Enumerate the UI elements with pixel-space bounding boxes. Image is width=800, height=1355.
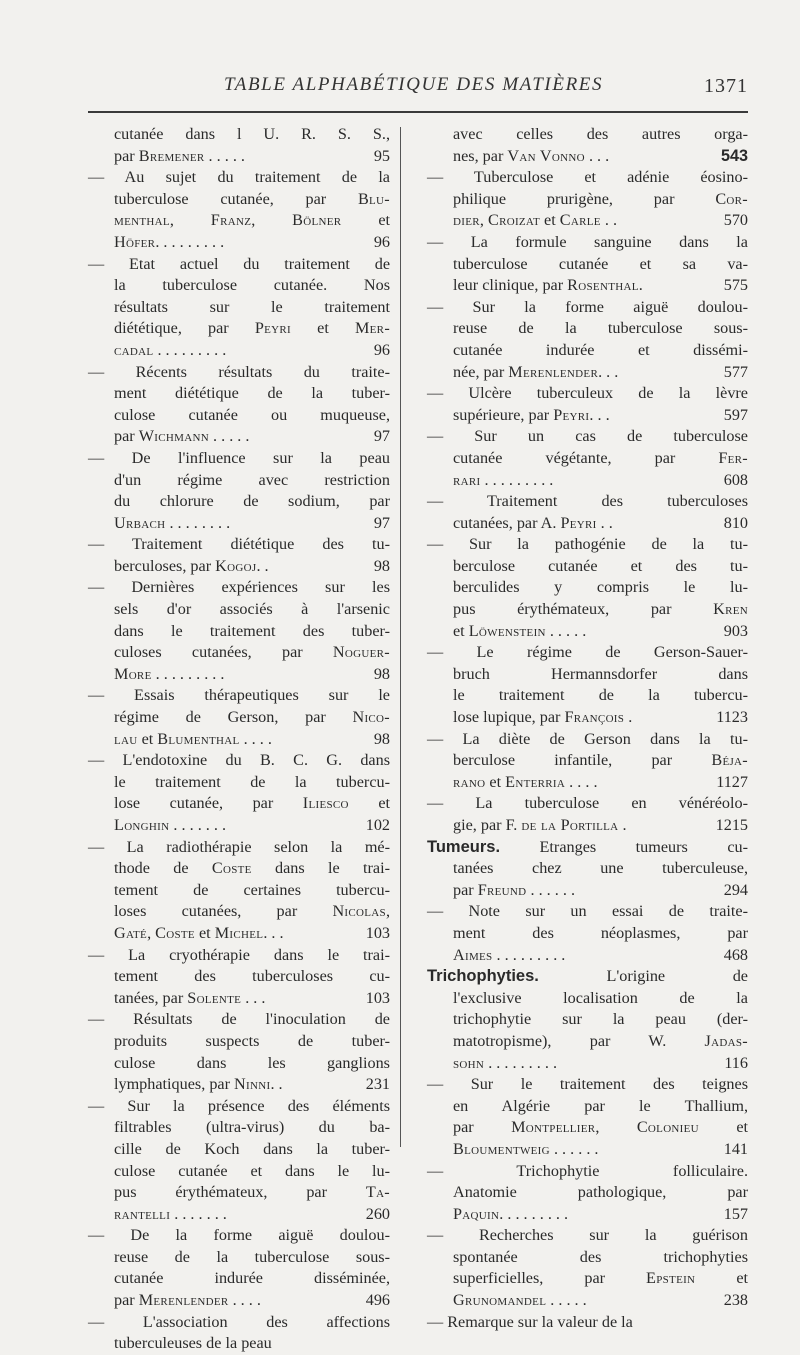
author-name: Bremener <box>138 146 205 165</box>
author-name: Peyri <box>560 513 597 532</box>
author-name: Gaté <box>114 923 148 942</box>
page-reference: 570 <box>723 211 748 230</box>
author-name: Kogoj <box>215 556 257 575</box>
entry-line: Paquin. . . . . . . . . <box>453 1204 569 1223</box>
entry-line: Longhin . . . . . . . <box>114 816 227 834</box>
index-entry <box>88 750 390 836</box>
entry-line: — Sur la forme aiguë doulou- <box>427 297 748 316</box>
author-name: cadal <box>114 340 154 359</box>
entry-line: supérieure, par Peyri. . . <box>453 405 610 424</box>
index-entry <box>427 1312 748 1334</box>
page-reference: 103 <box>365 988 390 1007</box>
index-entry <box>427 232 748 297</box>
page-reference: 1215 <box>715 816 748 834</box>
author-name: Bölner <box>292 211 342 230</box>
entry-line: pus érythémateux, par Ta- <box>114 1183 390 1202</box>
entry-line: Bloumentweig . . . . . . <box>453 1139 599 1158</box>
index-entry <box>88 124 390 167</box>
entry-line: sohn . . . . . . . . . <box>453 1053 557 1072</box>
author-name: Carle <box>559 211 601 230</box>
index-entry <box>88 1009 390 1095</box>
page-reference: 608 <box>723 470 748 489</box>
author-name: Merenlender <box>508 362 599 381</box>
entry-line: tanées chez une tuberculeuse, <box>453 859 748 878</box>
entry-line: — De l'influence sur la peau <box>88 448 390 467</box>
right-column <box>427 124 748 1333</box>
index-entry <box>88 362 390 448</box>
entry-line: par Montpellier, Colonieu et <box>453 1118 748 1137</box>
page-reference: 496 <box>365 1291 390 1310</box>
author-name: de la Portilla <box>521 816 619 834</box>
entry-line: — La cryothérapie dans le trai- <box>88 945 390 964</box>
page-reference: 260 <box>365 1204 390 1223</box>
index-entry <box>88 837 390 945</box>
entry-line: — Traitement diététique des tu- <box>88 535 390 554</box>
index-entry <box>427 1161 748 1226</box>
entry-line: berculides y compris le lu- <box>453 578 748 597</box>
entry-line: — L'endotoxine du B. C. G. dans <box>88 751 390 770</box>
author-name: Nico- <box>352 708 390 727</box>
entry-line: par Freund . . . . . . <box>453 880 575 899</box>
author-name: Nicolas <box>332 902 386 921</box>
entry-line: loses cutanées, par Nicolas, <box>114 902 390 921</box>
page-header <box>88 74 748 104</box>
author-name: Bloumentweig <box>453 1139 550 1158</box>
entry-line: cutanée indurée et dissémi- <box>453 340 748 359</box>
entry-line: — Etat actuel du traitement de <box>88 254 390 273</box>
entry-line: matotropisme), par W. Jadas- <box>453 1031 748 1050</box>
entry-line: — Essais thérapeutiques sur le <box>88 686 390 705</box>
entry-line: — L'association des affections <box>88 1312 390 1331</box>
column-divider <box>400 127 401 1147</box>
page-number: 1371 <box>704 75 748 97</box>
entry-line: superficielles, par Epstein et <box>453 1269 748 1288</box>
index-entry <box>427 729 748 794</box>
author-name: Höfer <box>114 232 156 251</box>
entry-line: d'un régime avec restriction <box>114 470 390 489</box>
entry-line: et Löwenstein . . . . . <box>453 621 587 640</box>
page-reference: 116 <box>724 1053 748 1072</box>
index-entry <box>88 167 390 253</box>
author-name: Montpellier <box>511 1118 596 1137</box>
page-reference: 577 <box>723 362 748 381</box>
entry-line: la tuberculose cutanée. Nos <box>114 276 390 295</box>
page-reference: 1127 <box>716 772 748 791</box>
author-name: Peyri <box>553 405 590 424</box>
author-name: Epstein <box>646 1269 696 1288</box>
author-name: Peyri <box>254 319 291 338</box>
entry-line: rano et Enterria . . . . <box>453 772 598 791</box>
author-name: Michel <box>214 923 264 942</box>
entry-line: — Le régime de Gerson-Sauer- <box>427 643 748 662</box>
entry-line: produits suspects de tuber- <box>114 1031 390 1050</box>
entry-line: lose lupique, par François . <box>453 708 633 727</box>
author-name: rantelli <box>114 1204 171 1223</box>
entry-line: lose cutanée, par Iliesco et <box>114 794 391 813</box>
entry-line: le traitement de la tubercu- <box>453 686 748 705</box>
entry-line: du chlorure de sodium, par <box>114 492 390 511</box>
index-entry <box>88 1225 390 1311</box>
index-entry <box>427 124 748 167</box>
page-reference: 543 <box>720 146 748 165</box>
author-name: Wichmann <box>138 427 209 446</box>
entry-line: trichophytie sur la peau (der- <box>453 1010 748 1029</box>
page-reference: 98 <box>373 556 390 575</box>
entry-line: reuse de la tuberculose sous- <box>453 319 748 338</box>
index-entry <box>88 1096 390 1226</box>
entry-line: Aimes . . . . . . . . . <box>453 945 566 964</box>
entry-line: — La radiothérapie selon la mé- <box>88 837 390 856</box>
author-name: Béja- <box>711 751 748 770</box>
subject-heading: Trichophyties. <box>427 967 539 986</box>
entry-line: Trichophyties. L'origine de <box>427 967 748 986</box>
page-reference: 95 <box>373 146 390 165</box>
entry-line: tuberculeuses de la peau <box>114 1334 272 1353</box>
entry-line: rantelli . . . . . . . <box>114 1204 227 1223</box>
page-reference: 98 <box>373 664 390 683</box>
entry-line: Höfer. . . . . . . . . <box>114 232 225 251</box>
entry-line: — Sur un cas de tuberculose <box>427 427 748 446</box>
entry-line: thode de Coste dans le trai- <box>114 859 390 878</box>
author-name: François <box>564 708 625 727</box>
running-title: TABLE ALPHABÉTIQUE DES MATIÈRES <box>224 74 604 95</box>
author-name: Fer- <box>718 448 748 467</box>
index-entry <box>427 297 748 383</box>
author-name: Ta- <box>365 1183 390 1202</box>
author-name: Coste <box>211 859 252 878</box>
entry-line: dier, Croizat et Carle . . <box>453 211 617 230</box>
entry-line: née, par Merenlender. . . <box>453 362 619 381</box>
author-name: Blumenthal <box>157 729 240 748</box>
subject-heading: Tumeurs. <box>427 837 501 856</box>
entry-line: le traitement de la tubercu- <box>114 772 390 791</box>
author-name: Rosenthal <box>567 276 639 295</box>
author-name: More <box>114 664 152 683</box>
author-name: Iliesco <box>302 794 349 813</box>
page-reference: 597 <box>723 405 748 424</box>
entry-line: pus érythémateux, par Kren <box>453 600 748 619</box>
entry-line: nes, par Van Vonno . . . <box>453 146 610 165</box>
entry-line: — Note sur un essai de traite- <box>427 902 748 921</box>
index-entry <box>427 837 748 902</box>
entry-line: cadal . . . . . . . . . <box>114 340 227 359</box>
author-name: Cor- <box>715 189 748 208</box>
entry-line: philique prurigène, par Cor- <box>453 189 748 208</box>
entry-line: cutanée dans l U. R. S. S., <box>114 125 390 143</box>
entry-line: leur clinique, par Rosenthal. <box>453 276 643 295</box>
entry-line: en Algérie par le Thallium, <box>453 1096 748 1115</box>
entry-line: — Remarque sur la valeur de la <box>427 1312 633 1331</box>
author-name: rano <box>453 772 486 791</box>
author-name: Ninni <box>234 1075 271 1094</box>
index-entry <box>427 642 748 728</box>
entry-line: — La formule sanguine dans la <box>427 232 748 251</box>
entry-line: cille de Koch dans la tuber- <box>114 1139 390 1158</box>
page-reference: 1123 <box>716 708 748 727</box>
entry-line: Anatomie pathologique, par <box>453 1183 748 1202</box>
entry-line: — Recherches sur la guérison <box>427 1226 748 1245</box>
entry-line: bruch Hermannsdorfer dans <box>453 664 748 683</box>
author-name: Grunomandel <box>453 1291 547 1310</box>
entry-line: culose cutanée et dans le lu- <box>114 1161 390 1180</box>
entry-line: l'exclusive localisation de la <box>453 988 748 1007</box>
page-reference: 231 <box>365 1075 390 1094</box>
entry-line: berculose cutanée et des tu- <box>453 556 748 575</box>
page-reference: 810 <box>723 513 748 532</box>
index-entry <box>427 167 748 232</box>
entry-line: rari . . . . . . . . . <box>453 470 554 489</box>
author-name: Aimes <box>453 945 493 964</box>
index-entry <box>427 1225 748 1311</box>
entry-line: culoses cutanées, par Noguer- <box>114 643 390 662</box>
page-reference: 468 <box>723 945 748 964</box>
entry-line: berculose infantile, par Béja- <box>453 751 748 770</box>
index-entry <box>427 383 748 426</box>
author-name: Löwenstein <box>468 621 546 640</box>
entry-line: culose dans les ganglions <box>114 1053 390 1072</box>
index-entry <box>88 577 390 685</box>
entry-line: Grunomandel . . . . . <box>453 1291 587 1310</box>
page-reference: 96 <box>373 340 390 359</box>
index-entry <box>88 945 390 1010</box>
entry-line: lymphatiques, par Ninni. . <box>114 1075 283 1094</box>
author-name: rari <box>453 470 481 489</box>
author-name: Coste <box>155 923 195 942</box>
entry-line: sels d'or associés à l'arsenic <box>114 600 390 619</box>
author-name: sohn <box>453 1053 485 1072</box>
entry-line: menthal, Franz, Bölner et <box>114 211 390 230</box>
entry-line: More . . . . . . . . . <box>114 664 225 683</box>
entry-line: — Trichophytie folliculaire. <box>427 1161 748 1180</box>
entry-line: — Résultats de l'inoculation de <box>88 1010 390 1029</box>
entry-line: — De la forme aiguë doulou- <box>88 1226 390 1245</box>
entry-line: tement des tuberculoses cu- <box>114 967 390 986</box>
entry-line: reuse de la tuberculose sous- <box>114 1247 390 1266</box>
entry-line: — La tuberculose en vénéréolo- <box>427 794 748 813</box>
author-name: Van Vonno <box>507 146 585 165</box>
entry-line: tuberculose cutanée, par Blu- <box>114 189 390 208</box>
entry-line: ment des néoplasmes, par <box>453 923 748 942</box>
page-reference: 103 <box>365 923 390 942</box>
entry-line: cutanée indurée disséminée, <box>114 1269 390 1288</box>
entry-line: — Récents résultats du traite- <box>88 362 390 381</box>
entry-line: dans le traitement des tuber- <box>114 621 390 640</box>
entry-line: par Wichmann . . . . . <box>114 427 250 446</box>
author-name: Longhin <box>114 816 170 834</box>
author-name: Enterria <box>505 772 566 791</box>
entry-line: tuberculose cutanée et sa va- <box>453 254 748 273</box>
entry-line: tanées, par Solente . . . <box>114 988 266 1007</box>
author-name: Colonieu <box>636 1118 699 1137</box>
entry-line: résultats sur le traitement <box>114 297 390 316</box>
page-reference: 294 <box>723 880 748 899</box>
entry-line: — Dernières expériences sur les <box>88 578 390 597</box>
index-entry <box>427 966 748 1074</box>
entry-line: par Bremener . . . . . <box>114 146 245 165</box>
author-name: Kren <box>713 600 748 619</box>
page-reference: 575 <box>723 276 748 295</box>
author-name: Freund <box>477 880 527 899</box>
index-entry <box>427 426 748 491</box>
entry-line: — Sur la pathogénie de la tu- <box>427 535 748 554</box>
entry-line: cutanée végétante, par Fer- <box>453 448 748 467</box>
page-reference: 903 <box>723 621 748 640</box>
page-reference: 97 <box>373 513 390 532</box>
page-reference: 102 <box>365 816 390 834</box>
page-reference: 157 <box>723 1204 748 1223</box>
entry-line: — Tuberculose et adénie éosino- <box>427 168 748 187</box>
entry-line: ment diététique de la tuber- <box>114 384 390 403</box>
author-name: Croizat <box>487 211 540 230</box>
author-name: Solente <box>187 988 242 1007</box>
entry-line: — La diète de Gerson dans la tu- <box>427 729 748 748</box>
entry-line: tement de certaines tubercu- <box>114 880 390 899</box>
index-entry <box>88 448 390 534</box>
index-entry <box>88 534 390 577</box>
entry-line: gie, par F. de la Portilla . <box>453 816 627 834</box>
page-reference: 238 <box>723 1291 748 1310</box>
index-entry <box>427 534 748 642</box>
entry-line: par Merenlender . . . . <box>114 1291 261 1310</box>
entry-line: filtrables (ultra-virus) du ba- <box>114 1118 390 1137</box>
entry-line: régime de Gerson, par Nico- <box>114 708 390 727</box>
index-entry <box>427 793 748 836</box>
author-name: Franz <box>210 211 252 230</box>
entry-line: — Traitement des tuberculoses <box>427 492 748 511</box>
entry-line: berculoses, par Kogoj. . <box>114 556 269 575</box>
left-column <box>88 124 390 1355</box>
author-name: Urbach <box>114 513 166 532</box>
index-entry <box>88 1312 390 1355</box>
page-reference: 97 <box>373 427 390 446</box>
index-entry <box>88 254 390 362</box>
page-reference: 96 <box>373 232 390 251</box>
author-name: Paquin <box>453 1204 500 1223</box>
index-entry <box>427 491 748 534</box>
entry-line: Gaté, Coste et Michel. . . <box>114 923 284 942</box>
entry-line: avec celles des autres orga- <box>453 125 748 143</box>
author-name: Noguer- <box>332 643 390 662</box>
entry-line: culose cutanée ou muqueuse, <box>114 405 390 424</box>
entry-line: lau et Blumenthal . . . . <box>114 729 272 748</box>
entry-line: — Sur la présence des éléments <box>88 1096 390 1115</box>
author-name: Mer- <box>354 319 391 338</box>
header-rule <box>88 111 748 113</box>
author-name: Merenlender <box>138 1291 229 1310</box>
entry-line: diététique, par Peyri et Mer- <box>114 319 391 338</box>
entry-line: spontanée des trichophyties <box>453 1247 748 1266</box>
author-name: lau <box>114 729 138 748</box>
index-entry <box>427 901 748 966</box>
author-name: dier <box>453 211 480 230</box>
author-name: menthal <box>114 211 170 230</box>
index-entry <box>88 685 390 750</box>
entry-line: — Ulcère tuberculeux de la lèvre <box>427 384 748 403</box>
entry-line: — Au sujet du traitement de la <box>88 168 390 187</box>
entry-line: cutanées, par A. Peyri . . <box>453 513 613 532</box>
author-name: Jadas- <box>704 1031 748 1050</box>
entry-line: — Sur le traitement des teignes <box>427 1075 748 1094</box>
entry-line: Tumeurs. Etranges tumeurs cu- <box>427 837 748 856</box>
index-entry <box>427 1074 748 1160</box>
author-name: Blu- <box>357 189 390 208</box>
page-reference: 98 <box>373 729 390 748</box>
page-reference: 141 <box>723 1139 748 1158</box>
entry-line: Urbach . . . . . . . . <box>114 513 231 532</box>
